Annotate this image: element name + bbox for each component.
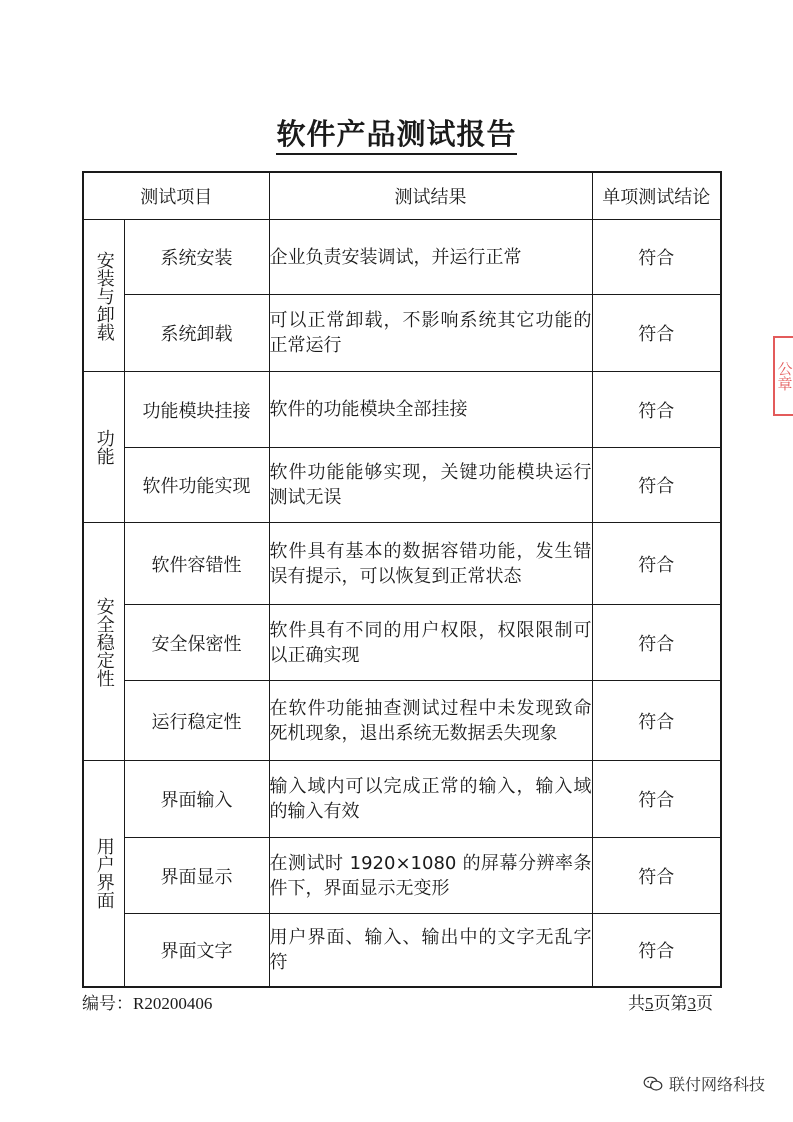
table-row xyxy=(83,605,721,681)
table-row xyxy=(83,681,721,761)
result-cell: 可以正常卸载，不影响系统其它功能的正常运行 xyxy=(269,295,592,372)
page-indicator: 共5页第3页 xyxy=(628,994,713,1013)
result-cell: 在软件功能抽查测试过程中未发现致命死机现象，退出系统无数据丢失现象 xyxy=(269,681,592,761)
result-cell: 软件具有不同的用户权限，权限限制可以正确实现 xyxy=(269,605,592,681)
conclusion-cell: 符合 xyxy=(592,605,721,681)
item-cell: 系统卸载 xyxy=(124,295,269,372)
table-row xyxy=(83,523,721,605)
result-cell: 软件具有基本的数据容错功能，发生错误有提示，可以恢复到正常状态 xyxy=(269,523,592,605)
conclusion-cell: 符合 xyxy=(592,523,721,605)
category-cell-install: 安装与卸载 xyxy=(83,220,124,372)
item-cell: 运行稳定性 xyxy=(124,681,269,761)
watermark xyxy=(643,1072,765,1095)
result-cell: 软件的功能模块全部挂接 xyxy=(269,372,592,448)
item-cell: 系统安装 xyxy=(124,220,269,295)
category-cell-function: 功能 xyxy=(83,372,124,523)
item-cell: 界面文字 xyxy=(124,914,269,987)
watermark-text: 联付网络科技 xyxy=(668,1075,765,1094)
total-pages: 5 xyxy=(645,994,654,1013)
result-cell: 用户界面、输入、输出中的文字无乱字符 xyxy=(269,914,592,987)
category-cell-security: 安全稳定性 xyxy=(83,523,124,761)
item-cell: 功能模块挂接 xyxy=(124,372,269,448)
conclusion-cell: 符合 xyxy=(592,220,721,295)
result-cell: 在测试时 1920×1080 的屏幕分辨率条件下，界面显示无变形 xyxy=(269,838,592,914)
conclusion-cell: 符合 xyxy=(592,761,721,838)
conclusion-cell: 符合 xyxy=(592,372,721,448)
header-conclusion: 单项测试结论 xyxy=(592,172,721,220)
report-number xyxy=(82,989,212,1014)
table-row xyxy=(83,914,721,987)
test-report-table xyxy=(82,171,722,988)
item-cell: 软件容错性 xyxy=(124,523,269,605)
seal-stamp-fragment: 公章 xyxy=(773,336,793,416)
item-cell: 界面显示 xyxy=(124,838,269,914)
header-item: 测试项目 xyxy=(83,172,269,220)
result-cell: 软件功能能够实现，关键功能模块运行测试无误 xyxy=(269,448,592,523)
result-cell: 企业负责安装调试，并运行正常 xyxy=(269,220,592,295)
report-number-value: R20200406 xyxy=(133,994,213,1013)
conclusion-cell: 符合 xyxy=(592,448,721,523)
wechat-icon xyxy=(643,1076,663,1092)
table-row xyxy=(83,220,721,295)
page-title: 软件产品测试报告 xyxy=(0,112,793,153)
header-result: 测试结果 xyxy=(269,172,592,220)
report-number-label: 编号： xyxy=(82,994,133,1013)
table-row xyxy=(83,761,721,838)
conclusion-cell: 符合 xyxy=(592,681,721,761)
table-row xyxy=(83,372,721,448)
table-header-row xyxy=(83,172,721,220)
conclusion-cell: 符合 xyxy=(592,295,721,372)
conclusion-cell: 符合 xyxy=(592,914,721,987)
conclusion-cell: 符合 xyxy=(592,838,721,914)
table-row xyxy=(83,295,721,372)
result-cell: 输入域内可以完成正常的输入，输入域的输入有效 xyxy=(269,761,592,838)
item-cell: 安全保密性 xyxy=(124,605,269,681)
item-cell: 界面输入 xyxy=(124,761,269,838)
table-row xyxy=(83,838,721,914)
item-cell: 软件功能实现 xyxy=(124,448,269,523)
table-row xyxy=(83,448,721,523)
category-cell-ui: 用户界面 xyxy=(83,761,124,987)
current-page: 3 xyxy=(687,994,696,1013)
